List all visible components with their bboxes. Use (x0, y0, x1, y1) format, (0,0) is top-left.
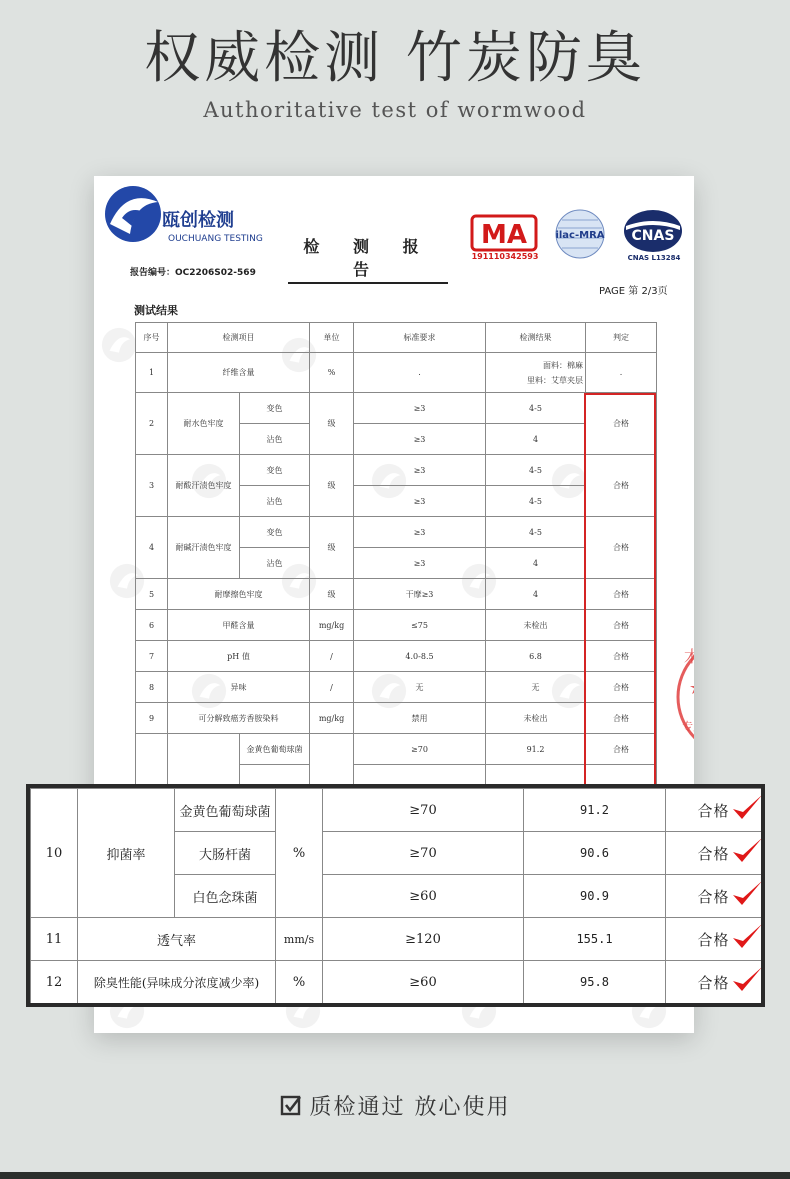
cell-std: 干摩≥3 (354, 579, 486, 610)
cell-result: 91.2 (524, 789, 666, 832)
cell-pass: 合格 (586, 393, 657, 455)
cell-pass: 合格 (666, 832, 762, 875)
red-check-icon (729, 877, 765, 911)
cell-result: 未检出 (486, 610, 586, 641)
cell-std: ≥3 (354, 486, 486, 517)
report-number: 报告编号：OC2206S02-569 (130, 268, 256, 278)
cell-result: 面料：棉麻 里料：艾草夹层 (486, 353, 586, 393)
cell-std: ≥3 (354, 548, 486, 579)
svg-text:专用: 专用 (682, 720, 704, 733)
cell-unit: 级 (310, 455, 354, 517)
logo-text-cn: 瓯创检测 (162, 210, 234, 231)
cell-no: 2 (136, 393, 168, 455)
cell-no: 1 (136, 353, 168, 393)
cell-item: 耐碱汗渍色牢度 (168, 517, 240, 579)
column-header: 标准要求 (354, 323, 486, 353)
cell-result: 95.8 (524, 961, 666, 1004)
cell-unit: / (310, 672, 354, 703)
cell-unit: mg/kg (310, 610, 354, 641)
cell-no: 6 (136, 610, 168, 641)
table-row (136, 672, 657, 703)
svg-text:MA: MA (481, 220, 527, 250)
cell-sub: 金黄色葡萄球菌 (240, 734, 310, 765)
cell-item: 抑菌率 (78, 789, 175, 918)
report-title: 检 测 报 告 (288, 234, 448, 284)
cell-result: 4 (486, 424, 586, 455)
cell-unit: 级 (310, 579, 354, 610)
red-check-icon (729, 963, 765, 997)
cell-no: 12 (31, 961, 78, 1004)
cell-sub: 变色 (240, 517, 310, 548)
cell-sub: 变色 (240, 455, 310, 486)
cell-sub: 白色念珠菌 (175, 875, 276, 918)
cell-result: 未检出 (486, 703, 586, 734)
page-subtitle: Authoritative test of wormwood (203, 98, 587, 122)
cell-item: 透气率 (78, 918, 276, 961)
ilac-mra-badge-icon (552, 208, 608, 260)
cell-result: 155.1 (524, 918, 666, 961)
cell-pass: 合格 (586, 734, 657, 765)
table-header-row (136, 323, 657, 353)
cell-item: 耐酸汗渍色牢度 (168, 455, 240, 517)
zoomed-results-callout (26, 784, 765, 1007)
ouchuang-logo-icon (104, 184, 162, 244)
cell-pass: . (586, 353, 657, 393)
cma-number: 191110342593 (471, 252, 539, 261)
cell-std: ≥3 (354, 424, 486, 455)
cell-sub: 沾色 (240, 548, 310, 579)
cell-unit: mg/kg (310, 703, 354, 734)
page-number: PAGE 第 2/3页 (599, 286, 668, 297)
table-row (136, 579, 657, 610)
cell-unit: % (276, 961, 323, 1004)
cell-std: 无 (354, 672, 486, 703)
cell-sub: 金黄色葡萄球菌 (175, 789, 276, 832)
cell-sub: 大肠杆菌 (175, 832, 276, 875)
red-seal-stamp (670, 632, 704, 762)
cell-unit: % (310, 353, 354, 393)
cell-std: 禁用 (354, 703, 486, 734)
cell-sub: 沾色 (240, 424, 310, 455)
cell-result: 90.6 (524, 832, 666, 875)
checkbox-icon (280, 1094, 302, 1116)
cell-std: ≥120 (323, 918, 524, 961)
cell-pass: 合格 (586, 517, 657, 579)
cell-std: ≥70 (354, 734, 486, 765)
cell-std: ≤75 (354, 610, 486, 641)
cell-result: 6.8 (486, 641, 586, 672)
cell-pass: 合格 (586, 703, 657, 734)
cell-no: 4 (136, 517, 168, 579)
company-logo (104, 184, 274, 248)
table-row (136, 393, 657, 424)
cell-result: 90.9 (524, 875, 666, 918)
cell-pass: 合格 (586, 455, 657, 517)
cell-result: 4-5 (486, 486, 586, 517)
cell-std: ≥70 (323, 789, 524, 832)
table-row (136, 734, 657, 765)
table-row (31, 789, 762, 832)
table-row (136, 703, 657, 734)
cell-pass: 合格 (666, 961, 762, 1004)
cell-item: 异味 (168, 672, 310, 703)
cell-unit: % (276, 789, 323, 918)
cell-no: 10 (31, 789, 78, 918)
cell-sub: 沾色 (240, 486, 310, 517)
logo-text-en: OUCHUANG TESTING (168, 234, 263, 244)
cell-pass: 合格 (586, 579, 657, 610)
cell-std: ≥60 (323, 961, 524, 1004)
cell-pass: 合格 (586, 672, 657, 703)
footer-text: 质检通过 放心使用 (309, 1095, 511, 1120)
svg-text:术: 术 (684, 647, 701, 666)
table-row (136, 517, 657, 548)
red-check-icon (729, 834, 765, 868)
cell-no: 8 (136, 672, 168, 703)
cell-pass: 合格 (586, 610, 657, 641)
footer-tagline (0, 1090, 790, 1121)
cell-unit: 级 (310, 517, 354, 579)
svg-text:ilac-MRA: ilac-MRA (555, 230, 605, 241)
red-check-icon (729, 791, 765, 825)
cell-unit: mm/s (276, 918, 323, 961)
cell-std: ≥3 (354, 393, 486, 424)
table-row (136, 610, 657, 641)
cell-result: 4-5 (486, 455, 586, 486)
cell-pass: 合格 (586, 641, 657, 672)
cell-no: 9 (136, 703, 168, 734)
cell-sub: 变色 (240, 393, 310, 424)
watermark-logo-icon (100, 326, 138, 364)
cell-std: ≥3 (354, 517, 486, 548)
cnas-number: CNAS L13284 (627, 254, 681, 262)
report-results-table (135, 322, 657, 796)
cell-result: 91.2 (486, 734, 586, 765)
cell-std: . (354, 353, 486, 393)
cell-unit: / (310, 641, 354, 672)
column-header: 检测结果 (486, 323, 586, 353)
cell-item: 耐水色牢度 (168, 393, 240, 455)
cell-item: 除臭性能(异味成分浓度减少率) (78, 961, 276, 1004)
results-title: 测试结果 (134, 304, 178, 317)
cell-item: 耐摩擦色牢度 (168, 579, 310, 610)
cell-no: 3 (136, 455, 168, 517)
column-header: 单位 (310, 323, 354, 353)
cell-std: ≥3 (354, 455, 486, 486)
svg-text:CNAS: CNAS (631, 228, 675, 244)
red-check-icon (729, 920, 765, 954)
cell-item: 纤维含量 (168, 353, 310, 393)
cell-item: 甲醛含量 (168, 610, 310, 641)
cell-std: 4.0-8.5 (354, 641, 486, 672)
cell-no: 7 (136, 641, 168, 672)
zoomed-results-table (30, 788, 762, 1004)
cell-result: 4-5 (486, 393, 586, 424)
cell-result: 4 (486, 579, 586, 610)
table-row (136, 641, 657, 672)
column-header: 判定 (586, 323, 657, 353)
cell-pass: 合格 (666, 789, 762, 832)
column-header: 检测项目 (168, 323, 310, 353)
cell-item: pH 值 (168, 641, 310, 672)
cell-no: 11 (31, 918, 78, 961)
page-headline: 权威检测 竹炭防臭 (144, 26, 646, 91)
table-row (136, 353, 657, 393)
column-header: 序号 (136, 323, 168, 353)
cell-std: ≥60 (323, 875, 524, 918)
cell-pass: 合格 (666, 875, 762, 918)
cell-result: 4 (486, 548, 586, 579)
cell-unit: 级 (310, 393, 354, 455)
cell-result: 无 (486, 672, 586, 703)
table-row (136, 455, 657, 486)
cell-result: 4-5 (486, 517, 586, 548)
table-row (31, 918, 762, 961)
bottom-bar (0, 1172, 790, 1179)
cell-pass: 合格 (666, 918, 762, 961)
cell-item: 可分解致癌芳香胺染料 (168, 703, 310, 734)
table-row (31, 961, 762, 1004)
cell-std: ≥70 (323, 832, 524, 875)
pass-column-highlight (584, 393, 656, 813)
cell-no: 5 (136, 579, 168, 610)
